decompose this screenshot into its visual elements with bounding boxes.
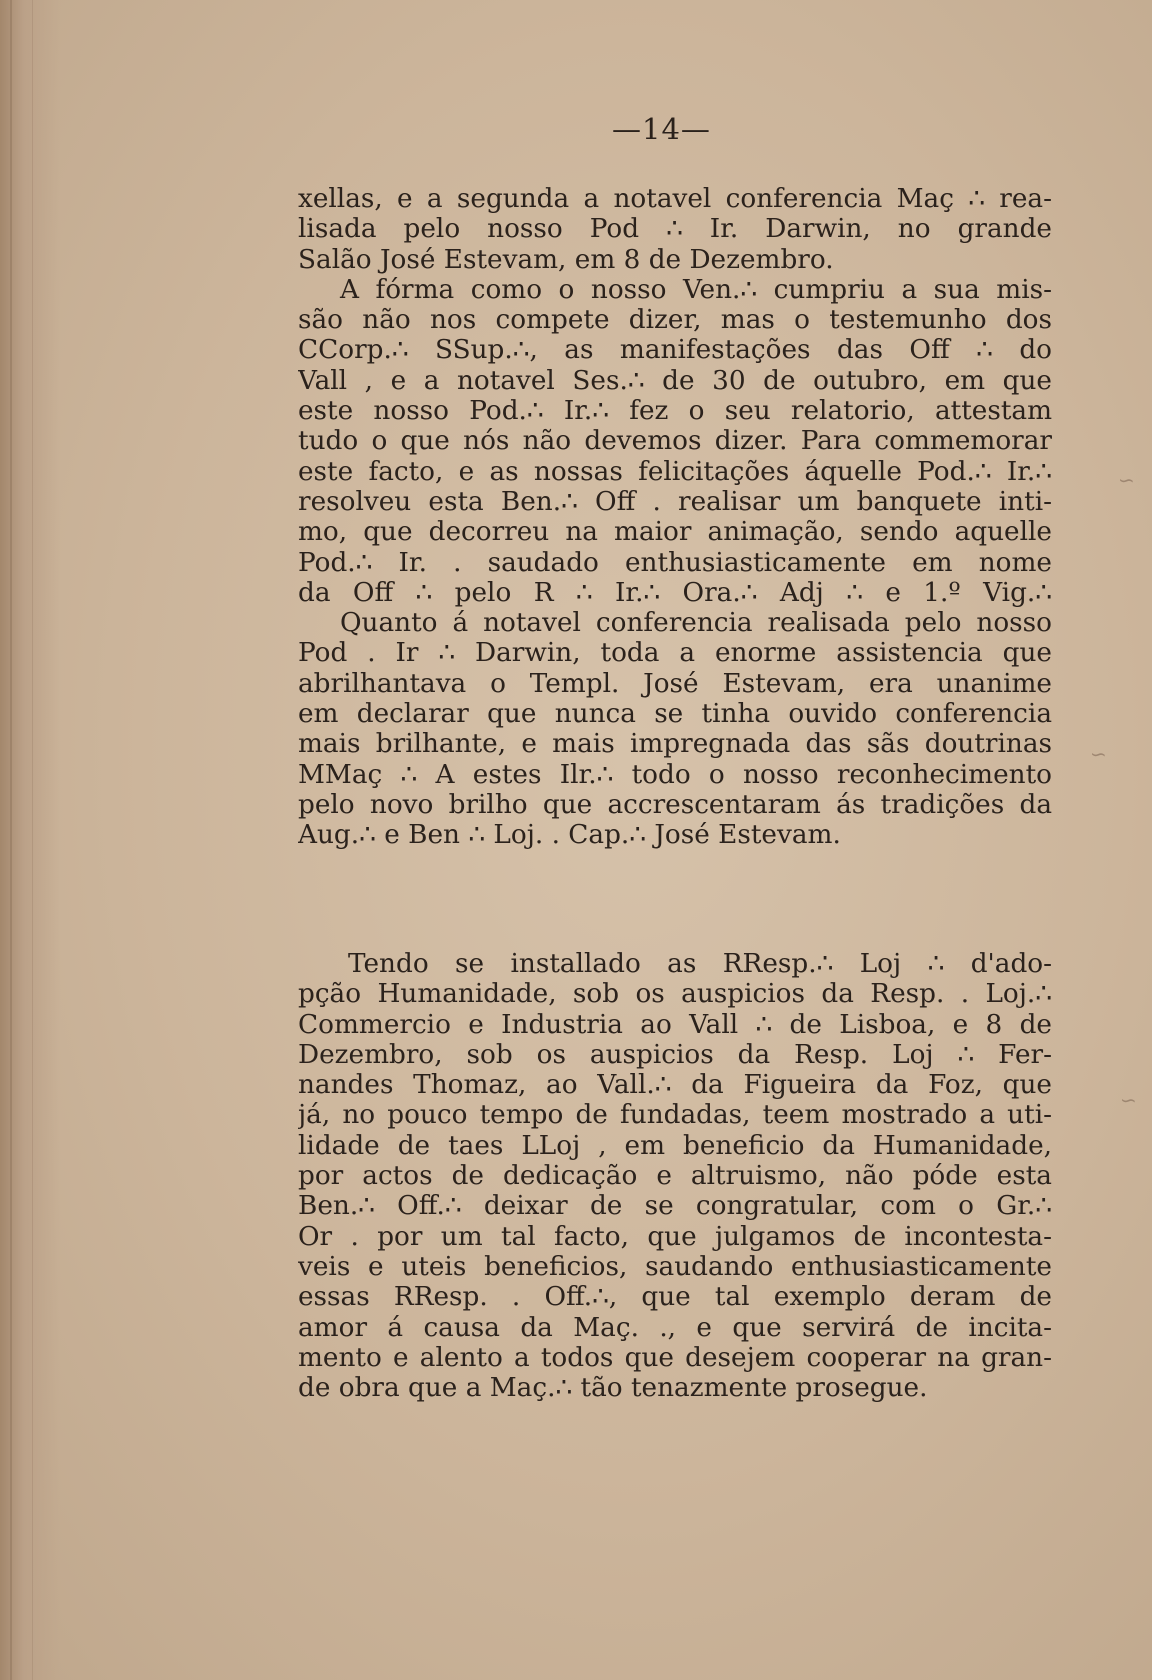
margin-mark: ∽ — [1090, 742, 1107, 766]
text-line: Salão José Estevam, em 8 de Dezembro. — [298, 244, 834, 275]
text-line: são não nos compete dizer, mas o testemunho dos — [298, 305, 1052, 336]
paragraph-2 — [298, 949, 1052, 1403]
text-line: lisada pelo nosso Pod ∴ Ir. Darwin, no grande — [298, 214, 1052, 245]
text-line: MMaç ∴ A estes Ilr.∴ todo o nosso reconhecimento — [298, 759, 1052, 790]
margin-mark: ∽ — [1118, 468, 1135, 492]
text-line: xellas, e a segunda a notavel conferencia Maç ∴ rea- — [298, 184, 1052, 214]
text-line: pelo novo brilho que accrescentaram ás tradições da — [298, 789, 1052, 820]
text-line: veis e uteis beneficios, saudando enthusiasticamente — [298, 1251, 1052, 1282]
text-line: este nosso Pod.∴ Ir.∴ fez o seu relatorio, attestam — [298, 396, 1052, 427]
text-line: Pod . Ir ∴ Darwin, toda a enorme assistencia que — [298, 638, 1052, 669]
text-line: CCorp.∴ SSup.∴, as manifestações das Off ∴ do — [298, 335, 1052, 366]
text-line: por actos de dedicação e altruismo, não póde esta — [298, 1161, 1052, 1192]
text-line: Ben.∴ Off.∴ deixar de se congratular, com o Gr.∴ — [298, 1191, 1052, 1222]
text-line: este facto, e as nossas felicitações áquelle Pod.∴ Ir.∴ — [298, 456, 1052, 487]
text-line: Tendo se installado as RResp.∴ Loj ∴ d'ado- — [348, 949, 1052, 979]
text-line: tudo o que nós não devemos dizer. Para commemorar — [298, 426, 1052, 457]
text-line: da Off ∴ pelo R ∴ Ir.∴ Ora.∴ Adj ∴ e 1.º Vig.∴ — [298, 577, 1052, 608]
text-line: nandes Thomaz, ao Vall.∴ da Figueira da Foz, que — [298, 1070, 1052, 1101]
text-line: lidade de taes LLoj , em beneficio da Humanidade, — [298, 1130, 1052, 1161]
text-line: amor á causa da Maç. ., e que servirá de incita- — [298, 1312, 1052, 1343]
text-line: mo, que decorreu na maior animação, sendo aquelle — [298, 517, 1052, 548]
text-line: mento e alento a todos que desejem cooperar na gran- — [298, 1342, 1052, 1373]
page-number: —14— — [612, 112, 711, 146]
text-line: Vall , e a notavel Ses.∴ de 30 de outubro, em que — [298, 365, 1052, 396]
text-line: já, no pouco tempo de fundadas, teem mostrado a uti- — [298, 1100, 1052, 1131]
text-line: Quanto á notavel conferencia realisada pelo nosso — [340, 608, 1052, 639]
text-line: em declarar que nunca se tinha ouvido conferencia — [298, 699, 1052, 730]
text-line: de obra que a Maç.∴ tão tenazmente prosegue. — [298, 1373, 928, 1404]
text-line: essas RResp. . Off.∴, que tal exemplo deram de — [298, 1282, 1052, 1313]
text-line: Or . por um tal facto, que julgamos de incontesta- — [298, 1221, 1052, 1252]
text-line: abrilhantava o Templ. José Estevam, era unanime — [298, 668, 1052, 699]
text-line: Aug.∴ e Ben ∴ Loj. . Cap.∴ José Estevam. — [298, 820, 841, 851]
text-line: resolveu esta Ben.∴ Off . realisar um banquete inti- — [298, 486, 1052, 517]
paragraph-1 — [298, 184, 1052, 851]
text-line: pção Humanidade, sob os auspicios da Resp. . Loj.∴ — [298, 979, 1052, 1010]
text-line: Pod.∴ Ir. . saudado enthusiasticamente em nome — [298, 547, 1052, 578]
text-line: Commercio e Industria ao Vall ∴ de Lisboa, e 8 de — [298, 1009, 1052, 1040]
text-line: A fórma como o nosso Ven.∴ cumpriu a sua mis- — [340, 274, 1052, 305]
margin-mark: ∽ — [1120, 1088, 1137, 1112]
page-left-edge — [0, 0, 60, 1680]
text-line: Dezembro, sob os auspicios da Resp. Loj ∴ Fer- — [298, 1039, 1052, 1070]
text-line: mais brilhante, e mais impregnada das sãs doutrinas — [298, 729, 1052, 760]
